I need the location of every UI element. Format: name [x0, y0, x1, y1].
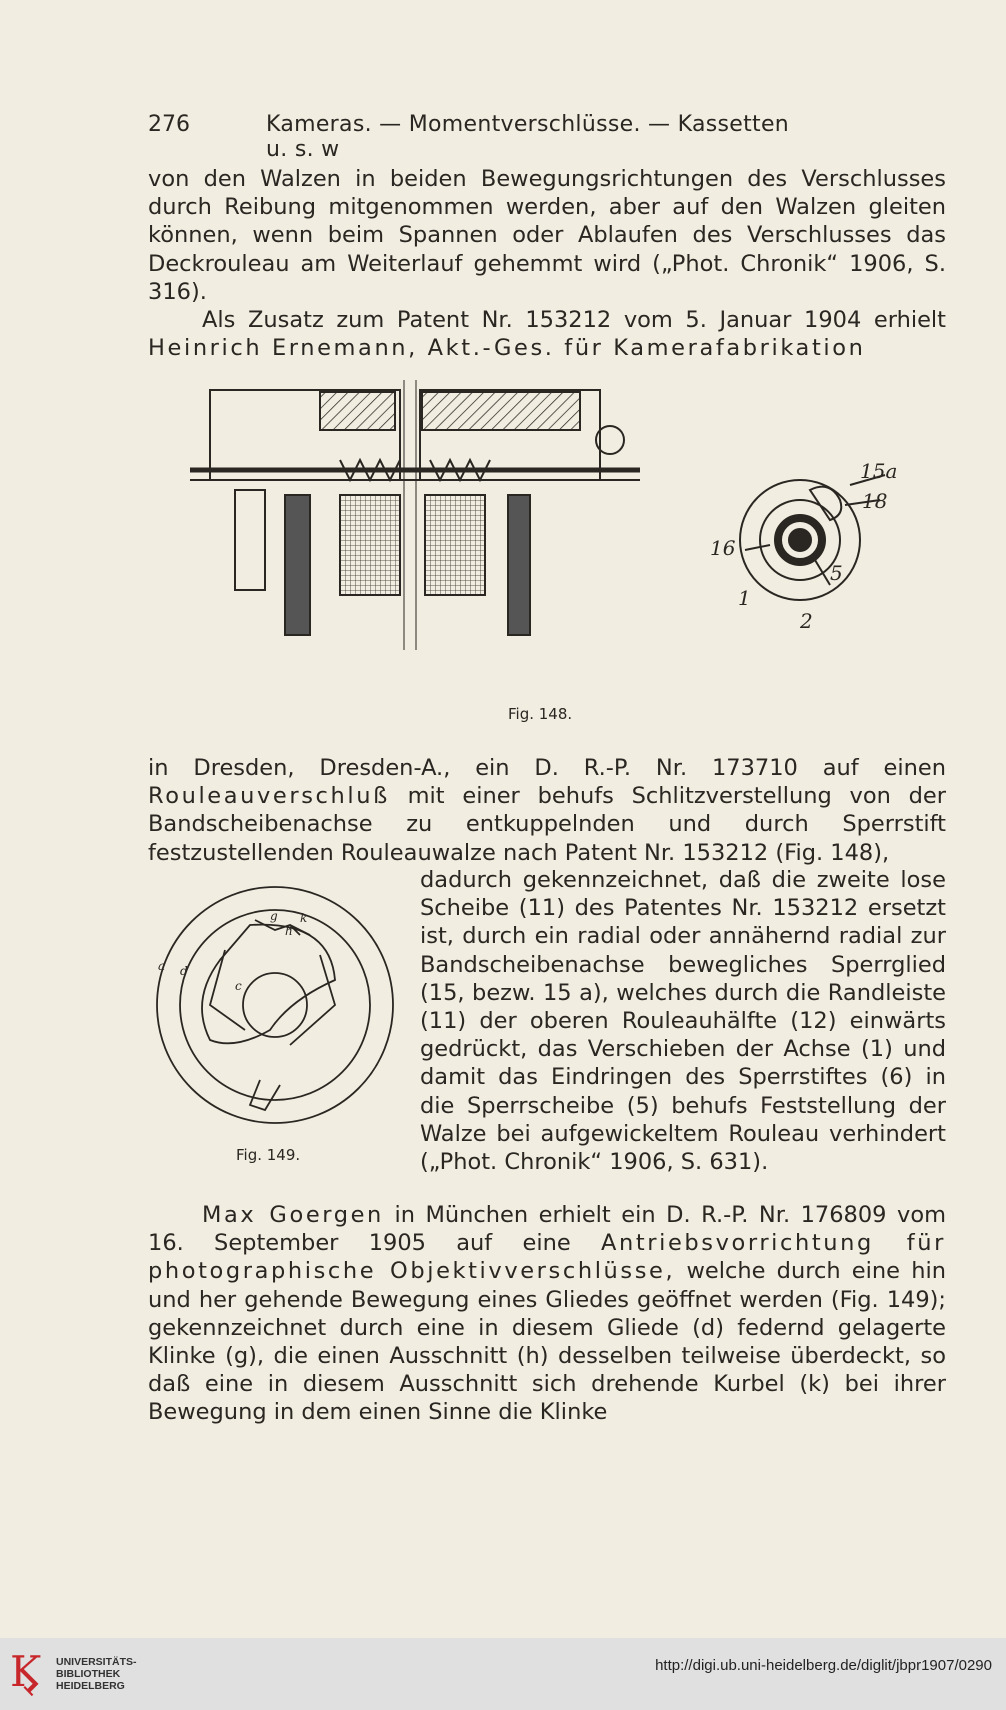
text-run: mit einer behufs Schlitzverstellung von der Bandscheibenachse zu entkuppelnden und durch Sperrstift festzustellenden Rouleauwalze nach Patent Nr. 153212 (Fig. 148),	[148, 783, 946, 866]
figure-149-drawing	[150, 880, 400, 1130]
spaced-term: Antriebsvorrichtung für photographische Objektivverschlüsse,	[148, 1230, 946, 1285]
spaced-name: Max Goergen	[202, 1202, 384, 1228]
fig148-label: 18	[862, 489, 888, 513]
text-run: in Dresden, Dresden-A., ein D. R.-P. Nr. 173710 auf einen	[148, 755, 946, 781]
library-logo-icon: Ϗ	[10, 1647, 42, 1696]
library-logo-text	[56, 1656, 137, 1692]
text-run: Als Zusatz zum Patent Nr. 153212 vom 5. Januar 1904 erhielt	[202, 307, 946, 334]
figure-149-caption: Fig. 149.	[236, 1146, 301, 1164]
library-logo[interactable]	[10, 1648, 150, 1700]
paragraph-text	[148, 754, 946, 867]
fig149-label: c	[235, 979, 242, 993]
figure-148-caption: Fig. 148.	[508, 705, 573, 723]
paragraph-text	[148, 1201, 946, 1427]
paragraph-top	[148, 165, 946, 362]
paragraph-text: von den Walzen in beiden Bewegungsrichtungen des Verschlusses durch Reibung mitgenommen werden, aber auf den Walzen gleiten können, wenn beim Spannen oder Ablaufen des Verschlusses das Deckrouleau am Weiterlauf gehemmt wird („Phot. Chronik“ 1906, S. 316).	[148, 166, 946, 305]
spaced-name: Heinrich Ernemann, Akt.-Ges. für Kamerafabrikation	[148, 335, 866, 362]
text-run: welche durch eine hin und her gehende Bewegung eines Gliedes geöffnet werden (Fig. 149); gekennzeichnet durch eine in diesem Gliede (d) federnd gelagerte Klinke (g), die einen Ausschnitt (h) desselben teilweise überdeckt, so daß eine in diesem Ausschnitt sich drehende Kurbel (k) bei ihrer Bewegung in dem einen Sinne die Klinke	[148, 1258, 946, 1426]
running-header	[148, 112, 816, 162]
viewer-footer	[0, 1638, 1006, 1710]
paragraph-middle	[148, 754, 946, 867]
fig148-label: 16	[710, 536, 736, 560]
fig149-label: d	[180, 964, 188, 978]
fig148-label: 2	[800, 609, 813, 630]
figure-148-section-drawing	[190, 380, 650, 690]
paragraph-bottom	[148, 1201, 946, 1427]
permalink-url[interactable]: http://digi.ub.uni-heidelberg.de/diglit/jbpr1907/0290	[655, 1657, 992, 1674]
fig148-label: 15a	[860, 460, 898, 483]
fig148-label: 1	[738, 586, 751, 610]
paragraph-text: dadurch gekennzeichnet, daß die zweite lose Scheibe (11) des Patentes Nr. 153212 ersetzt ist, durch ein radial oder annähernd radial zur Bandscheibenachse bewegliches Sperrglied (15, bezw. 15 a), welches durch die Randleiste (11) der oberen Rouleauhälfte (12) einwärts gedrückt, das Verschieben der Achse (1) und damit das Eindringen des Sperrstiftes (6) in die Sperrscheibe (5) behufs Feststellung der Walze bei aufgewickeltem Rouleau verhindert („Phot. Chronik“ 1906, S. 631).	[420, 867, 946, 1176]
fig149-label: g	[270, 909, 278, 923]
paragraph-text	[148, 306, 946, 362]
text-run: in München erhielt ein D. R.-P. Nr. 176809 vom 16. September 1905 auf eine	[148, 1202, 947, 1257]
fig148-label: 5	[830, 561, 843, 585]
fig149-label: k	[300, 911, 308, 925]
figure-148-disc-drawing	[700, 460, 910, 630]
logo-line: UNIVERSITÄTS-	[56, 1656, 137, 1668]
fig149-label: h	[285, 924, 293, 938]
paragraph-beside-figure	[420, 866, 946, 1176]
spaced-term: Rouleauverschluß	[148, 783, 390, 810]
fig149-label: a	[158, 959, 166, 973]
running-title: Kameras. — Momentverschlüsse. — Kassetten u. s. w	[266, 112, 790, 162]
logo-line: HEIDELBERG	[56, 1680, 125, 1692]
logo-line: BIBLIOTHEK	[56, 1668, 121, 1680]
page-number: 276	[148, 112, 190, 137]
